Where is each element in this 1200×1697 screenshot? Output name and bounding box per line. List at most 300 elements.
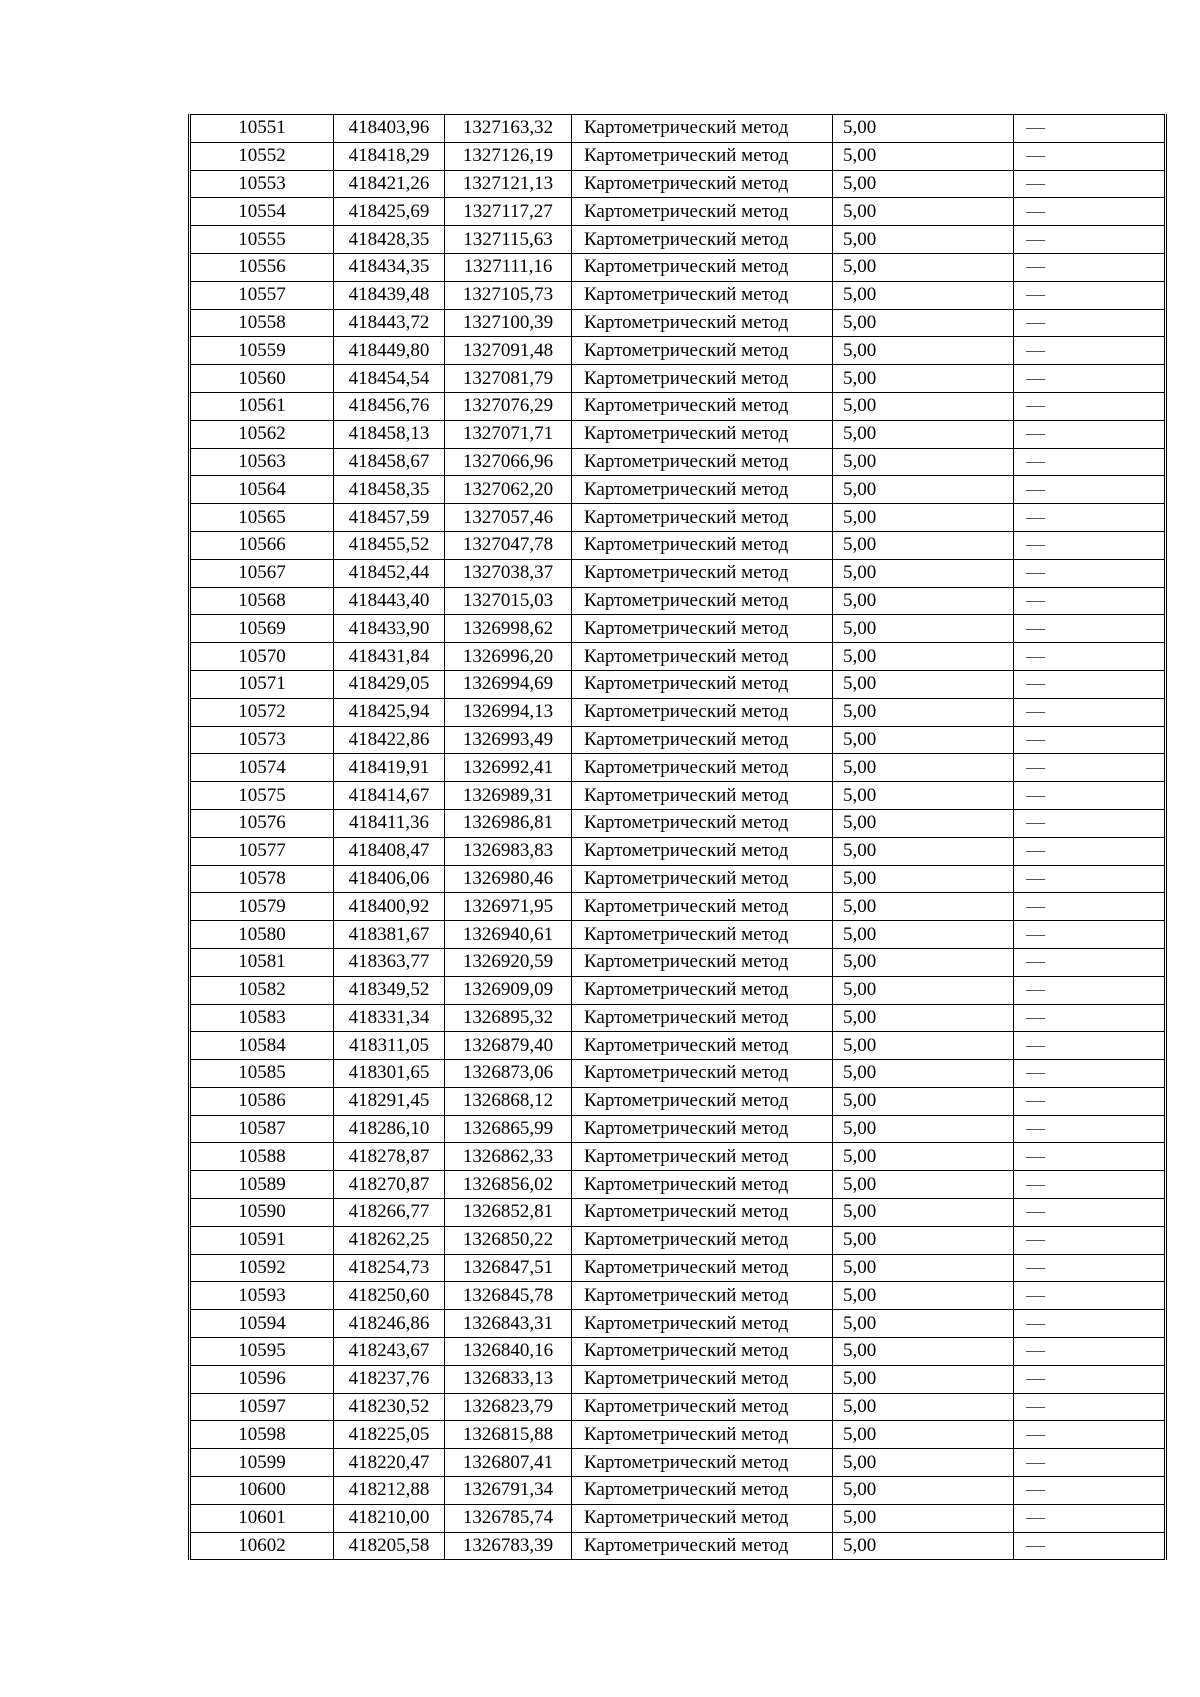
coordinate-x-cell: 418421,26: [334, 170, 445, 198]
description-cell: —: [1014, 865, 1166, 893]
description-cell: —: [1014, 976, 1166, 1004]
accuracy-cell: 5,00: [833, 976, 1014, 1004]
table-row: [190, 448, 1166, 476]
point-number-cell: 10581: [190, 948, 334, 976]
table-row: [190, 1282, 1166, 1310]
coordinate-y-cell: 1326823,79: [445, 1393, 572, 1421]
method-cell: Картометрический метод: [572, 1365, 833, 1393]
method-cell: Картометрический метод: [572, 1254, 833, 1282]
accuracy-cell: 5,00: [833, 1310, 1014, 1338]
method-cell: Картометрический метод: [572, 726, 833, 754]
accuracy-cell: 5,00: [833, 1115, 1014, 1143]
accuracy-cell: 5,00: [833, 837, 1014, 865]
coordinate-y-cell: 1327015,03: [445, 587, 572, 615]
coordinate-y-cell: 1327062,20: [445, 476, 572, 504]
accuracy-cell: 5,00: [833, 1032, 1014, 1060]
point-number-cell: 10565: [190, 504, 334, 532]
table-row: [190, 921, 1166, 949]
coordinate-y-cell: 1326865,99: [445, 1115, 572, 1143]
accuracy-cell: 5,00: [833, 1477, 1014, 1505]
table-row: [190, 1032, 1166, 1060]
point-number-cell: 10598: [190, 1421, 334, 1449]
point-number-cell: 10590: [190, 1199, 334, 1227]
method-cell: Картометрический метод: [572, 893, 833, 921]
accuracy-cell: 5,00: [833, 1087, 1014, 1115]
point-number-cell: 10567: [190, 559, 334, 587]
coordinate-y-cell: 1326980,46: [445, 865, 572, 893]
method-cell: Картометрический метод: [572, 921, 833, 949]
point-number-cell: 10574: [190, 754, 334, 782]
coordinate-y-cell: 1327047,78: [445, 531, 572, 559]
table-row: [190, 253, 1166, 281]
coordinate-y-cell: 1327126,19: [445, 142, 572, 170]
point-number-cell: 10588: [190, 1143, 334, 1171]
coordinate-y-cell: 1326998,62: [445, 615, 572, 643]
table-row: [190, 1004, 1166, 1032]
point-number-cell: 10596: [190, 1365, 334, 1393]
coordinate-x-cell: 418418,29: [334, 142, 445, 170]
point-number-cell: 10562: [190, 420, 334, 448]
coordinate-y-cell: 1326807,41: [445, 1449, 572, 1477]
accuracy-cell: 5,00: [833, 643, 1014, 671]
point-number-cell: 10592: [190, 1254, 334, 1282]
coordinate-x-cell: 418422,86: [334, 726, 445, 754]
table-row: [190, 1226, 1166, 1254]
table-row: [190, 1060, 1166, 1088]
point-number-cell: 10569: [190, 615, 334, 643]
coordinate-y-cell: 1327117,27: [445, 198, 572, 226]
coordinate-y-cell: 1327115,63: [445, 226, 572, 254]
point-number-cell: 10589: [190, 1171, 334, 1199]
method-cell: Картометрический метод: [572, 754, 833, 782]
description-cell: —: [1014, 420, 1166, 448]
table-row: [190, 893, 1166, 921]
table-row: [190, 726, 1166, 754]
coordinate-y-cell: 1327081,79: [445, 365, 572, 393]
point-number-cell: 10585: [190, 1060, 334, 1088]
table-row: [190, 142, 1166, 170]
accuracy-cell: 5,00: [833, 448, 1014, 476]
coordinate-y-cell: 1326994,69: [445, 670, 572, 698]
description-cell: —: [1014, 1199, 1166, 1227]
accuracy-cell: 5,00: [833, 1254, 1014, 1282]
coordinate-x-cell: 418212,88: [334, 1477, 445, 1505]
coordinate-y-cell: 1326815,88: [445, 1421, 572, 1449]
method-cell: Картометрический метод: [572, 698, 833, 726]
description-cell: —: [1014, 893, 1166, 921]
point-number-cell: 10556: [190, 253, 334, 281]
table-row: [190, 1087, 1166, 1115]
method-cell: Картометрический метод: [572, 420, 833, 448]
coordinate-y-cell: 1326909,09: [445, 976, 572, 1004]
coordinate-y-cell: 1326833,13: [445, 1365, 572, 1393]
description-cell: —: [1014, 643, 1166, 671]
method-cell: Картометрический метод: [572, 587, 833, 615]
method-cell: Картометрический метод: [572, 115, 833, 143]
accuracy-cell: 5,00: [833, 1393, 1014, 1421]
table-row: [190, 1338, 1166, 1366]
coordinate-x-cell: 418458,67: [334, 448, 445, 476]
coordinate-x-cell: 418425,69: [334, 198, 445, 226]
description-cell: —: [1014, 1115, 1166, 1143]
point-number-cell: 10551: [190, 115, 334, 143]
accuracy-cell: 5,00: [833, 754, 1014, 782]
coordinate-x-cell: 418403,96: [334, 115, 445, 143]
method-cell: Картометрический метод: [572, 1338, 833, 1366]
accuracy-cell: 5,00: [833, 1199, 1014, 1227]
point-number-cell: 10587: [190, 1115, 334, 1143]
coordinate-x-cell: 418237,76: [334, 1365, 445, 1393]
accuracy-cell: 5,00: [833, 1338, 1014, 1366]
point-number-cell: 10568: [190, 587, 334, 615]
description-cell: —: [1014, 1282, 1166, 1310]
method-cell: Картометрический метод: [572, 1143, 833, 1171]
method-cell: Картометрический метод: [572, 531, 833, 559]
table-row: [190, 198, 1166, 226]
point-number-cell: 10582: [190, 976, 334, 1004]
coordinate-x-cell: 418210,00: [334, 1504, 445, 1532]
coordinate-x-cell: 418411,36: [334, 809, 445, 837]
coordinate-x-cell: 418419,91: [334, 754, 445, 782]
coordinate-x-cell: 418246,86: [334, 1310, 445, 1338]
description-cell: —: [1014, 1226, 1166, 1254]
accuracy-cell: 5,00: [833, 115, 1014, 143]
point-number-cell: 10563: [190, 448, 334, 476]
description-cell: —: [1014, 1338, 1166, 1366]
accuracy-cell: 5,00: [833, 476, 1014, 504]
accuracy-cell: 5,00: [833, 253, 1014, 281]
coordinate-x-cell: 418433,90: [334, 615, 445, 643]
coordinate-x-cell: 418286,10: [334, 1115, 445, 1143]
coordinate-x-cell: 418243,67: [334, 1338, 445, 1366]
description-cell: —: [1014, 698, 1166, 726]
coordinate-x-cell: 418270,87: [334, 1171, 445, 1199]
accuracy-cell: 5,00: [833, 1143, 1014, 1171]
point-number-cell: 10580: [190, 921, 334, 949]
description-cell: —: [1014, 531, 1166, 559]
method-cell: Картометрический метод: [572, 448, 833, 476]
accuracy-cell: 5,00: [833, 921, 1014, 949]
coordinate-x-cell: 418434,35: [334, 253, 445, 281]
accuracy-cell: 5,00: [833, 198, 1014, 226]
coordinate-x-cell: 418291,45: [334, 1087, 445, 1115]
method-cell: Картометрический метод: [572, 1421, 833, 1449]
point-number-cell: 10591: [190, 1226, 334, 1254]
coordinate-x-cell: 418408,47: [334, 837, 445, 865]
description-cell: —: [1014, 504, 1166, 532]
method-cell: Картометрический метод: [572, 782, 833, 810]
method-cell: Картометрический метод: [572, 365, 833, 393]
accuracy-cell: 5,00: [833, 615, 1014, 643]
description-cell: —: [1014, 170, 1166, 198]
coordinate-x-cell: 418428,35: [334, 226, 445, 254]
accuracy-cell: 5,00: [833, 420, 1014, 448]
description-cell: —: [1014, 921, 1166, 949]
coordinate-x-cell: 418331,34: [334, 1004, 445, 1032]
table-row: [190, 809, 1166, 837]
table-row: [190, 365, 1166, 393]
coordinate-x-cell: 418301,65: [334, 1060, 445, 1088]
table-row: [190, 504, 1166, 532]
method-cell: Картометрический метод: [572, 226, 833, 254]
method-cell: Картометрический метод: [572, 809, 833, 837]
accuracy-cell: 5,00: [833, 1171, 1014, 1199]
method-cell: Картометрический метод: [572, 1087, 833, 1115]
description-cell: —: [1014, 253, 1166, 281]
table-row: [190, 476, 1166, 504]
table-row: [190, 170, 1166, 198]
point-number-cell: 10552: [190, 142, 334, 170]
accuracy-cell: 5,00: [833, 531, 1014, 559]
method-cell: Картометрический метод: [572, 1477, 833, 1505]
accuracy-cell: 5,00: [833, 1365, 1014, 1393]
method-cell: Картометрический метод: [572, 504, 833, 532]
accuracy-cell: 5,00: [833, 1226, 1014, 1254]
point-number-cell: 10572: [190, 698, 334, 726]
coordinate-y-cell: 1326785,74: [445, 1504, 572, 1532]
method-cell: Картометрический метод: [572, 1171, 833, 1199]
description-cell: —: [1014, 1143, 1166, 1171]
coordinate-y-cell: 1327066,96: [445, 448, 572, 476]
description-cell: —: [1014, 115, 1166, 143]
coordinate-x-cell: 418278,87: [334, 1143, 445, 1171]
table-row: [190, 337, 1166, 365]
coordinate-y-cell: 1327071,71: [445, 420, 572, 448]
point-number-cell: 10576: [190, 809, 334, 837]
description-cell: —: [1014, 1004, 1166, 1032]
accuracy-cell: 5,00: [833, 698, 1014, 726]
description-cell: —: [1014, 1060, 1166, 1088]
point-number-cell: 10553: [190, 170, 334, 198]
description-cell: —: [1014, 309, 1166, 337]
coordinate-y-cell: 1326840,16: [445, 1338, 572, 1366]
table-row: [190, 587, 1166, 615]
description-cell: —: [1014, 948, 1166, 976]
coordinate-y-cell: 1327121,13: [445, 170, 572, 198]
point-number-cell: 10570: [190, 643, 334, 671]
method-cell: Картометрический метод: [572, 976, 833, 1004]
description-cell: —: [1014, 559, 1166, 587]
accuracy-cell: 5,00: [833, 337, 1014, 365]
coordinate-y-cell: 1327100,39: [445, 309, 572, 337]
point-number-cell: 10584: [190, 1032, 334, 1060]
method-cell: Картометрический метод: [572, 1532, 833, 1560]
table-row: [190, 1393, 1166, 1421]
coordinate-y-cell: 1326868,12: [445, 1087, 572, 1115]
method-cell: Картометрический метод: [572, 615, 833, 643]
coordinates-table-body: [190, 115, 1166, 1560]
accuracy-cell: 5,00: [833, 1004, 1014, 1032]
coordinate-x-cell: 418406,06: [334, 865, 445, 893]
point-number-cell: 10573: [190, 726, 334, 754]
point-number-cell: 10566: [190, 531, 334, 559]
description-cell: —: [1014, 782, 1166, 810]
method-cell: Картометрический метод: [572, 1449, 833, 1477]
table-row: [190, 670, 1166, 698]
coordinates-table: [188, 114, 1167, 1560]
accuracy-cell: 5,00: [833, 893, 1014, 921]
point-number-cell: 10599: [190, 1449, 334, 1477]
point-number-cell: 10557: [190, 281, 334, 309]
method-cell: Картометрический метод: [572, 198, 833, 226]
table-row: [190, 1143, 1166, 1171]
description-cell: —: [1014, 1032, 1166, 1060]
description-cell: —: [1014, 226, 1166, 254]
description-cell: —: [1014, 1365, 1166, 1393]
point-number-cell: 10593: [190, 1282, 334, 1310]
table-row: [190, 1449, 1166, 1477]
coordinate-y-cell: 1326986,81: [445, 809, 572, 837]
table-row: [190, 115, 1166, 143]
method-cell: Картометрический метод: [572, 281, 833, 309]
coordinate-y-cell: 1327111,16: [445, 253, 572, 281]
accuracy-cell: 5,00: [833, 1532, 1014, 1560]
coordinate-y-cell: 1327163,32: [445, 115, 572, 143]
coordinate-x-cell: 418455,52: [334, 531, 445, 559]
coordinate-y-cell: 1326983,83: [445, 837, 572, 865]
coordinate-y-cell: 1326873,06: [445, 1060, 572, 1088]
coordinate-x-cell: 418458,35: [334, 476, 445, 504]
accuracy-cell: 5,00: [833, 170, 1014, 198]
coordinate-y-cell: 1326971,95: [445, 893, 572, 921]
coordinate-x-cell: 418443,72: [334, 309, 445, 337]
method-cell: Картометрический метод: [572, 392, 833, 420]
table-row: [190, 754, 1166, 782]
coordinate-x-cell: 418431,84: [334, 643, 445, 671]
accuracy-cell: 5,00: [833, 948, 1014, 976]
method-cell: Картометрический метод: [572, 1115, 833, 1143]
accuracy-cell: 5,00: [833, 1449, 1014, 1477]
table-row: [190, 1504, 1166, 1532]
accuracy-cell: 5,00: [833, 1504, 1014, 1532]
method-cell: Картометрический метод: [572, 1393, 833, 1421]
table-row: [190, 281, 1166, 309]
table-row: [190, 837, 1166, 865]
table-row: [190, 531, 1166, 559]
coordinate-x-cell: 418457,59: [334, 504, 445, 532]
description-cell: —: [1014, 1532, 1166, 1560]
coordinate-x-cell: 418425,94: [334, 698, 445, 726]
table-row: [190, 559, 1166, 587]
method-cell: Картометрический метод: [572, 837, 833, 865]
method-cell: Картометрический метод: [572, 1504, 833, 1532]
point-number-cell: 10601: [190, 1504, 334, 1532]
accuracy-cell: 5,00: [833, 504, 1014, 532]
coordinate-x-cell: 418254,73: [334, 1254, 445, 1282]
description-cell: —: [1014, 1254, 1166, 1282]
description-cell: —: [1014, 809, 1166, 837]
description-cell: —: [1014, 726, 1166, 754]
accuracy-cell: 5,00: [833, 782, 1014, 810]
point-number-cell: 10597: [190, 1393, 334, 1421]
point-number-cell: 10602: [190, 1532, 334, 1560]
table-row: [190, 1421, 1166, 1449]
accuracy-cell: 5,00: [833, 587, 1014, 615]
accuracy-cell: 5,00: [833, 226, 1014, 254]
description-cell: —: [1014, 198, 1166, 226]
method-cell: Картометрический метод: [572, 670, 833, 698]
description-cell: —: [1014, 754, 1166, 782]
description-cell: —: [1014, 365, 1166, 393]
description-cell: —: [1014, 1504, 1166, 1532]
method-cell: Картометрический метод: [572, 1060, 833, 1088]
accuracy-cell: 5,00: [833, 281, 1014, 309]
method-cell: Картометрический метод: [572, 643, 833, 671]
point-number-cell: 10571: [190, 670, 334, 698]
point-number-cell: 10600: [190, 1477, 334, 1505]
method-cell: Картометрический метод: [572, 1004, 833, 1032]
point-number-cell: 10559: [190, 337, 334, 365]
description-cell: —: [1014, 587, 1166, 615]
coordinate-y-cell: 1327076,29: [445, 392, 572, 420]
coordinate-y-cell: 1326852,81: [445, 1199, 572, 1227]
coordinate-y-cell: 1326989,31: [445, 782, 572, 810]
description-cell: —: [1014, 1087, 1166, 1115]
coordinate-y-cell: 1326992,41: [445, 754, 572, 782]
coordinate-y-cell: 1327038,37: [445, 559, 572, 587]
coordinate-x-cell: 418443,40: [334, 587, 445, 615]
coordinate-x-cell: 418262,25: [334, 1226, 445, 1254]
method-cell: Картометрический метод: [572, 142, 833, 170]
table-row: [190, 782, 1166, 810]
coordinate-x-cell: 418452,44: [334, 559, 445, 587]
description-cell: —: [1014, 1477, 1166, 1505]
description-cell: —: [1014, 1393, 1166, 1421]
description-cell: —: [1014, 392, 1166, 420]
coordinate-x-cell: 418220,47: [334, 1449, 445, 1477]
coordinate-y-cell: 1326996,20: [445, 643, 572, 671]
coordinate-y-cell: 1326856,02: [445, 1171, 572, 1199]
table-row: [190, 865, 1166, 893]
table-row: [190, 1199, 1166, 1227]
table-row: [190, 1532, 1166, 1560]
table-row: [190, 698, 1166, 726]
description-cell: —: [1014, 837, 1166, 865]
method-cell: Картометрический метод: [572, 1032, 833, 1060]
coordinate-y-cell: 1326862,33: [445, 1143, 572, 1171]
coordinate-y-cell: 1326993,49: [445, 726, 572, 754]
table-row: [190, 1171, 1166, 1199]
table-row: [190, 226, 1166, 254]
method-cell: Картометрический метод: [572, 253, 833, 281]
coordinate-x-cell: 418454,54: [334, 365, 445, 393]
table-row: [190, 392, 1166, 420]
table-row: [190, 615, 1166, 643]
coordinate-x-cell: 418250,60: [334, 1282, 445, 1310]
accuracy-cell: 5,00: [833, 670, 1014, 698]
point-number-cell: 10558: [190, 309, 334, 337]
accuracy-cell: 5,00: [833, 559, 1014, 587]
coordinate-y-cell: 1326845,78: [445, 1282, 572, 1310]
coordinate-y-cell: 1326994,13: [445, 698, 572, 726]
method-cell: Картометрический метод: [572, 1226, 833, 1254]
method-cell: Картометрический метод: [572, 559, 833, 587]
coordinate-y-cell: 1326940,61: [445, 921, 572, 949]
description-cell: —: [1014, 1421, 1166, 1449]
coordinate-x-cell: 418400,92: [334, 893, 445, 921]
point-number-cell: 10575: [190, 782, 334, 810]
coordinate-x-cell: 418266,77: [334, 1199, 445, 1227]
description-cell: —: [1014, 281, 1166, 309]
coordinate-x-cell: 418381,67: [334, 921, 445, 949]
coordinate-y-cell: 1326920,59: [445, 948, 572, 976]
coordinate-y-cell: 1326783,39: [445, 1532, 572, 1560]
accuracy-cell: 5,00: [833, 1060, 1014, 1088]
point-number-cell: 10583: [190, 1004, 334, 1032]
method-cell: Картометрический метод: [572, 865, 833, 893]
accuracy-cell: 5,00: [833, 1421, 1014, 1449]
coordinate-y-cell: 1326843,31: [445, 1310, 572, 1338]
